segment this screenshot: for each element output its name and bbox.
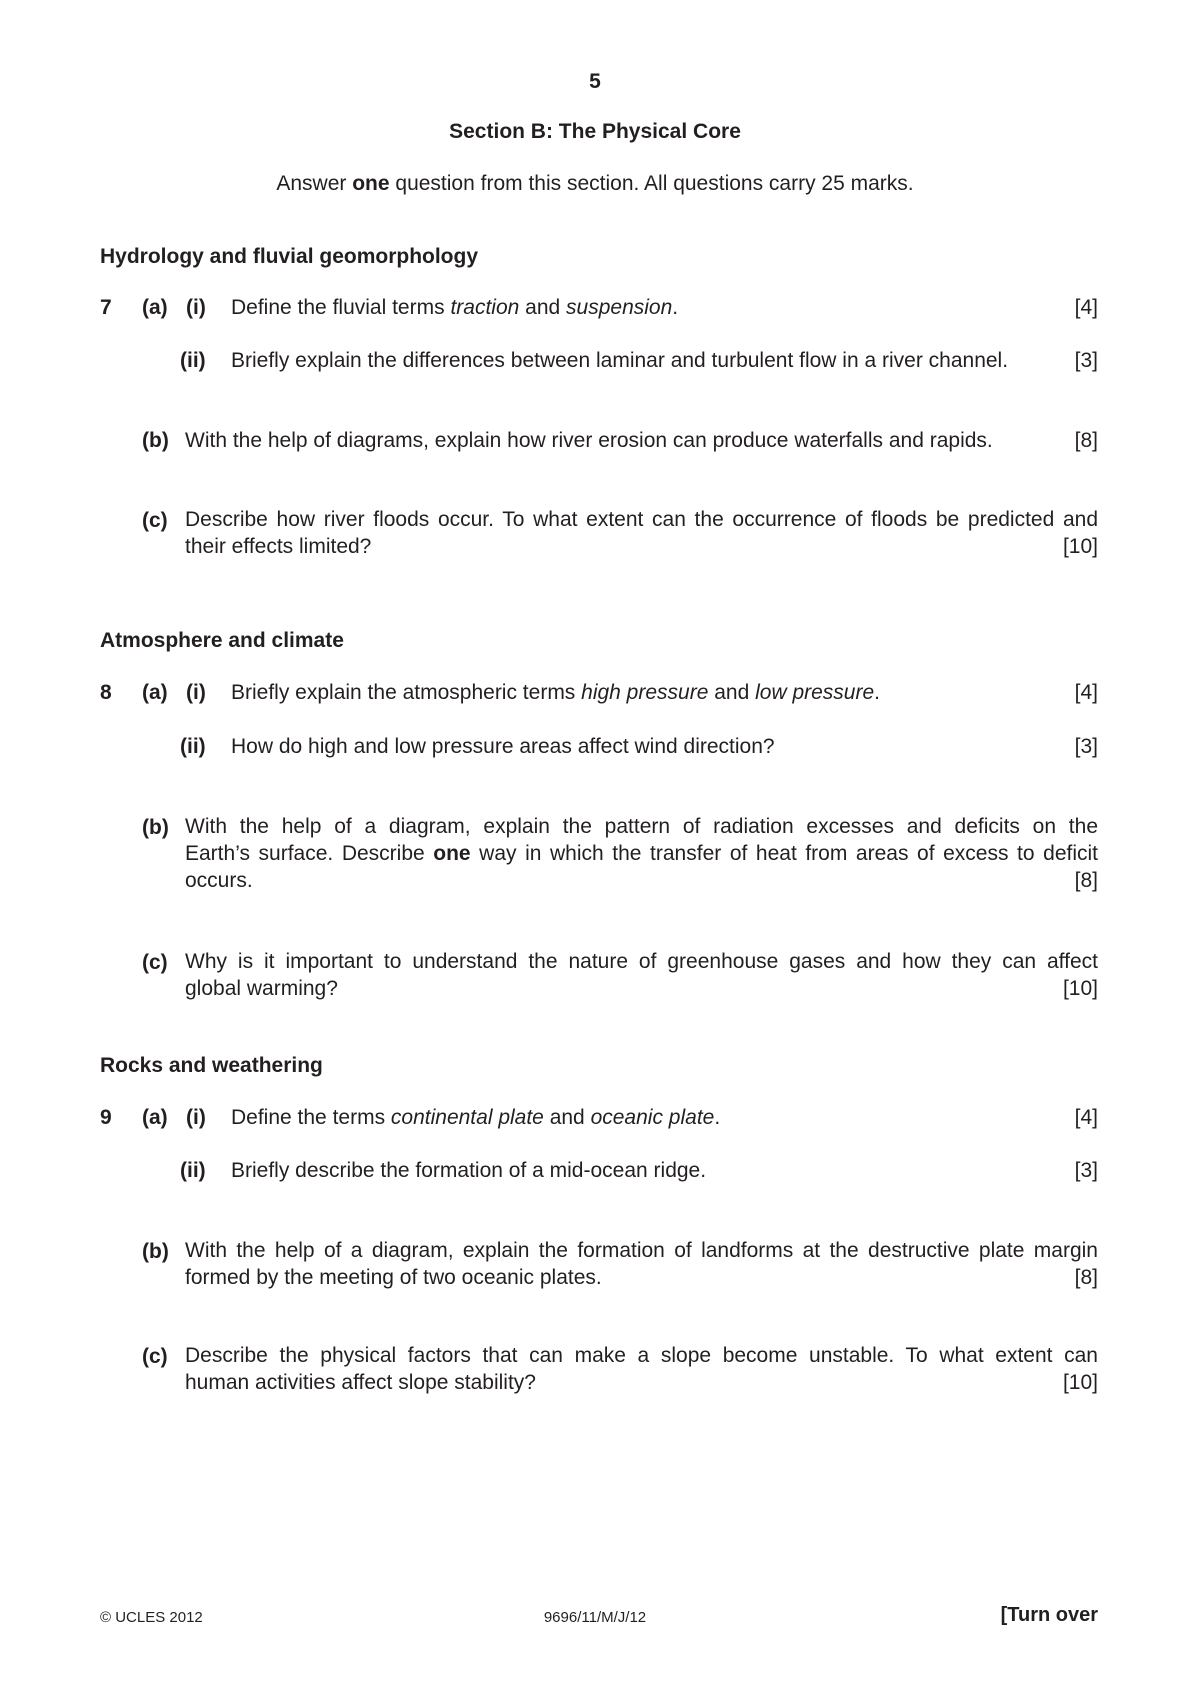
topic-heading-atmosphere: Atmosphere and climate [100,629,344,652]
subpart-label: (i) [186,681,206,704]
part-label: (b) [142,429,169,452]
marks: [8] [1074,869,1098,892]
question-text: Define the terms continental plate and oceanic plate. [231,1106,721,1129]
part-label: (b) [142,1240,169,1263]
marks: [4] [1074,681,1098,704]
question-number: 9 [100,1106,112,1129]
marks: [10] [1062,1371,1098,1394]
question-number: 8 [100,681,112,704]
part-label: (a) [142,296,168,319]
marks: [3] [1074,735,1098,758]
question-text: With the help of a diagram, explain the formation of landforms at the destructive plate margin formed by the meeting of two oceanic plates. [8] [185,1239,1098,1289]
marks: [10] [1062,535,1098,558]
part-label: (b) [142,816,169,839]
marks: [10] [1062,977,1098,1000]
question-text: Why is it important to understand the nature of greenhouse gases and how they can affect global warming? [10] [185,950,1098,1000]
topic-heading-rocks: Rocks and weathering [100,1054,323,1077]
instruction: Answer one question from this section. All questions carry 25 marks. [276,172,914,195]
marks: [8] [1074,1266,1098,1289]
question-number: 7 [100,296,112,319]
footer-copyright: © UCLES 2012 [100,1609,203,1626]
question-text: Describe how river floods occur. To what extent can the occurrence of floods be predicted and their effects limited? [10] [185,508,1098,558]
subpart-label: (ii) [180,1159,206,1182]
subpart-label: (ii) [180,735,206,758]
marks: [3] [1074,1159,1098,1182]
marks: [4] [1074,1106,1098,1129]
question-text: How do high and low pressure areas affect wind direction? [231,735,775,758]
part-label: (c) [142,509,168,532]
question-text: Briefly describe the formation of a mid-ocean ridge. [231,1159,707,1182]
question-text: With the help of diagrams, explain how river erosion can produce waterfalls and rapids. [185,429,993,452]
page-number: 5 [589,70,601,93]
part-label: (a) [142,1106,168,1129]
question-text: Briefly explain the atmospheric terms high pressure and low pressure. [231,681,881,704]
question-text: With the help of a diagram, explain the pattern of radiation excesses and deficits on the Earth’s surface. Describe one way in which the transfer of heat from areas of excess to deficit occurs. [8] [185,815,1098,892]
part-label: (c) [142,1345,168,1368]
subpart-label: (i) [186,296,206,319]
part-label: (c) [142,951,168,974]
section-title: Section B: The Physical Core [449,120,741,143]
question-text: Briefly explain the differences between laminar and turbulent flow in a river channel. [231,349,1009,372]
marks: [3] [1074,349,1098,372]
subpart-label: (ii) [180,349,206,372]
question-text: Describe the physical factors that can make a slope become unstable. To what extent can human activities affect slope stability? [10] [185,1344,1098,1394]
part-label: (a) [142,681,168,704]
footer-paper-code: 9696/11/M/J/12 [543,1609,647,1626]
question-text: Define the fluvial terms traction and suspension. [231,296,679,319]
marks: [8] [1074,429,1098,452]
footer-turn-over: [Turn over [1000,1604,1098,1626]
topic-heading-hydrology: Hydrology and fluvial geomorphology [100,245,479,268]
subpart-label: (i) [186,1106,206,1129]
marks: [4] [1074,296,1098,319]
